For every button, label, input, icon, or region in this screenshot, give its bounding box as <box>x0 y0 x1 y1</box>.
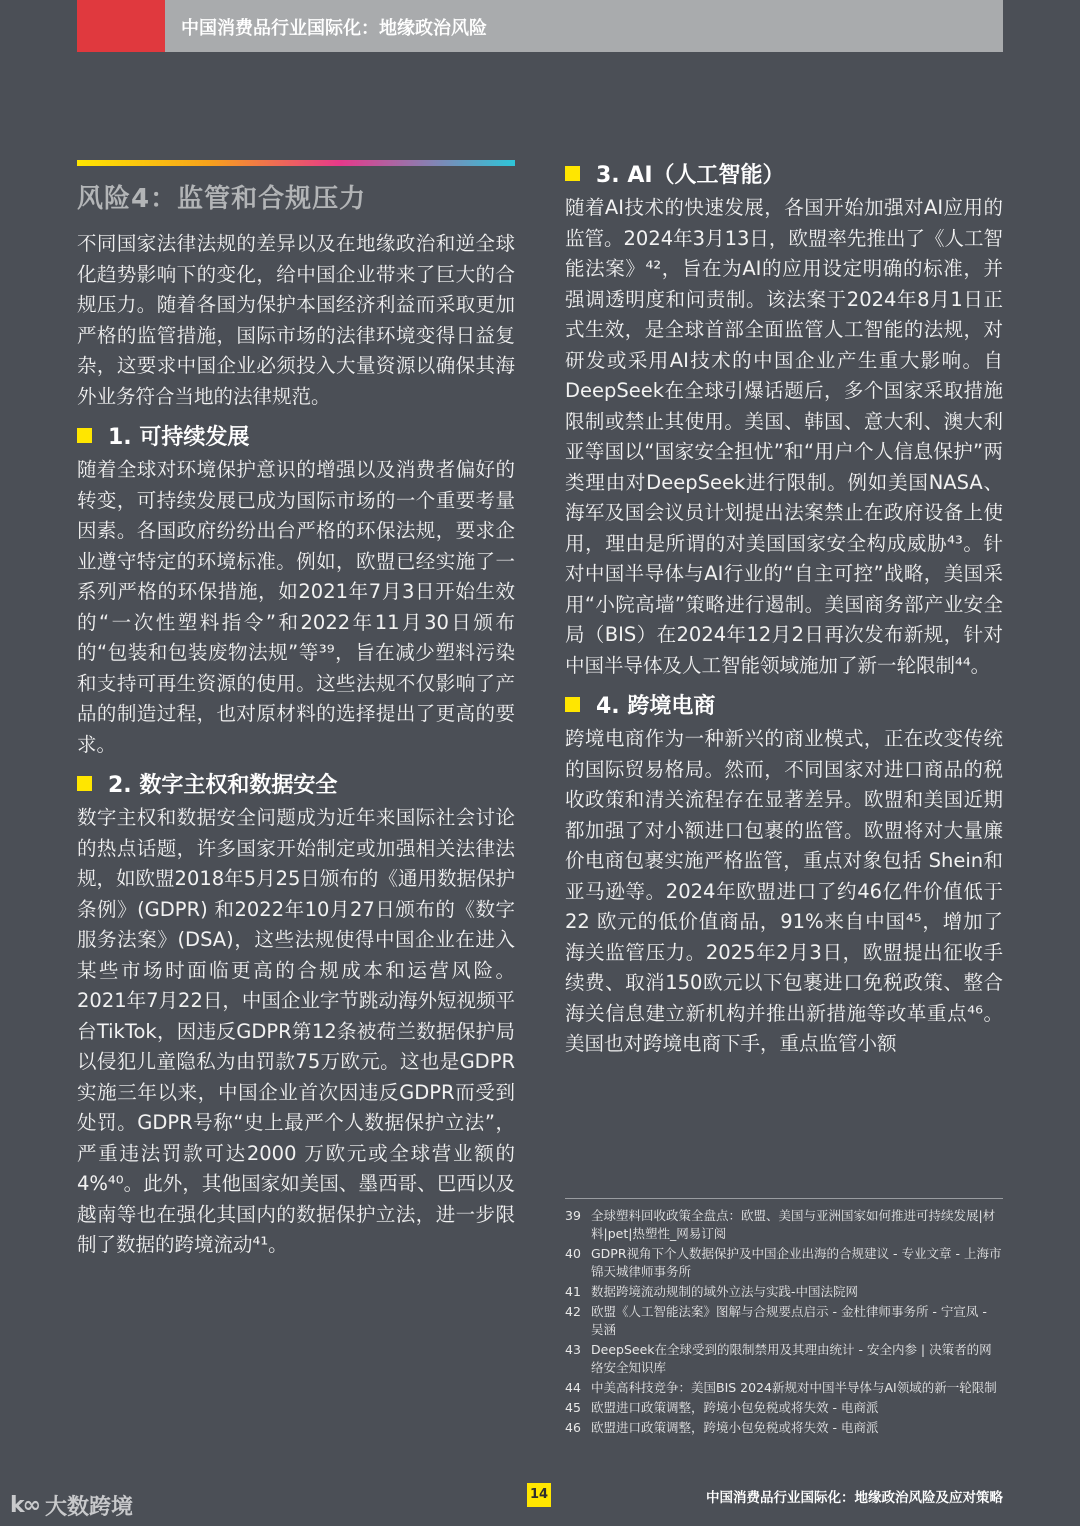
section-heading-cross-border <box>565 689 1003 720</box>
right-column <box>565 158 1003 1060</box>
watermark <box>10 1490 133 1521</box>
bullet-square-icon <box>77 428 92 443</box>
footnote: 45 欧盟进口政策调整，跨境小包免税或将失效 - 电商派 <box>565 1400 879 1415</box>
footnote: 46 欧盟进口政策调整，跨境小包免税或将失效 - 电商派 <box>565 1420 879 1435</box>
bullet-square-icon <box>565 166 580 181</box>
watermark-text: 大数跨境 <box>44 1495 133 1520</box>
data-security-paragraph: 数字主权和数据安全问题成为近年来国际社会讨论的热点话题，许多国家开始制定或加强相关法律法规，如欧盟2018年5月25日颁布的《通用数据保护条例》(GDPR) 和2022年10月27日颁布的《数字服务法案》(DSA)，这些法规使得中国企业在进入某些市场时面临更高的合规成本和运营风险。2021年7月22日，中国企业字节跳动海外短视频平台TikTok，因违反GDPR第12条被荷兰数据保护局以侵犯儿童隐私为由罚款75万欧元。这也是GDPR实施三年以来，中国企业首次因违反GDPR而受到处罚。GDPR号称“史上最严个人数据保护立法”，严重违法罚款可达2000 万欧元或全球营业额的4%⁴⁰。此外，其他国家如美国、墨西哥、巴西以及越南等也在强化其国内的数据保护立法，进一步限制了数据的跨境流动⁴¹。 <box>77 806 515 1256</box>
section-heading-ai <box>565 158 1003 189</box>
ai-paragraph: 随着AI技术的快速发展，各国开始加强对AI应用的监管。2024年3月13日，欧盟率先推出了《人工智能法案》⁴²，旨在为AI的应用设定明确的标准，并强调透明度和问责制。该法案于2024年8月1日正式生效，是全球首部全面监管人工智能的法规，对研发或采用AI技术的中国企业产生重大影响。自DeepSeek在全球引爆话题后，多个国家采取措施限制或禁止其使用。美国、韩国、意大利、澳大利亚等国以“国家安全担忧”和“用户个人信息保护”两类理由对DeepSeek进行限制。例如美国NASA、海军及国会议员计划提出法案禁止在政府设备上使用，理由是所谓的对美国国家安全构成威胁⁴³。针对中国半导体与AI行业的“自主可控”战略，美国采用“小院高墙”策略进行遏制。美国商务部产业安全局（BIS）在2024年12月2日再次发布新规，针对中国半导体及人工智能领域施加了新一轮限制⁴⁴。 <box>565 196 1003 677</box>
bullet-square-icon <box>565 697 580 712</box>
section-title: 2. 数字主权和数据安全 <box>108 773 338 798</box>
footnote: 39 全球塑料回收政策全盘点：欧盟、美国与亚洲国家如何推进可持续发展|材料|pet|热塑性_网易订阅 <box>565 1208 996 1241</box>
page-number: 14 <box>527 1483 551 1507</box>
header-title: 中国消费品行业国际化：地缘政治风险 <box>181 18 487 39</box>
footer-title: 中国消费品行业国际化：地缘政治风险及应对策略 <box>706 1490 1003 1506</box>
left-column <box>77 160 515 1261</box>
footnote: 42 欧盟《人工智能法案》图解与合规要点启示 - 金杜律师事务所 - 宁宣凤 - 吴涵 <box>565 1304 987 1337</box>
footnotes <box>565 1198 1003 1439</box>
cross-border-paragraph: 跨境电商作为一种新兴的商业模式，正在改变传统的国际贸易格局。然而，不同国家对进口商品的税收政策和清关流程存在显著差异。欧盟和美国近期都加强了对小额进口包裹的监管。欧盟将对大量廉价电商包裹实施严格监管，重点对象包括 Shein和亚马逊等。2024年欧盟进口了约46亿件价值低于22 欧元的低价值商品，91%来自中国⁴⁵，增加了海关监管压力。2025年2月3日，欧盟提出征收手续费、取消150欧元以下包裹进口免税政策、整合海关信息建立新机构并推出新措施等改革重点⁴⁶。美国也对跨境电商下手，重点监管小额 <box>565 727 1003 1055</box>
bullet-square-icon <box>77 776 92 791</box>
watermark-logo-icon: k∞ <box>10 1493 39 1518</box>
header-bar <box>77 0 1003 52</box>
footnote: 40 GDPR视角下个人数据保护及中国企业出海的合规建议 - 专业文章 - 上海市锦天城律师事务所 <box>565 1246 1002 1279</box>
gradient-divider <box>77 160 515 166</box>
footnote: 41 数据跨境流动规制的域外立法与实践-中国法院网 <box>565 1284 859 1299</box>
section-heading-sustainability <box>77 420 515 451</box>
footnote: 43 DeepSeek在全球受到的限制禁用及其理由统计 - 安全内参 | 决策者的网络安全知识库 <box>565 1342 992 1375</box>
section-title: 4. 跨境电商 <box>596 694 716 719</box>
risk-title: 风险4：监管和合规压力 <box>77 184 367 214</box>
sustainability-paragraph: 随着全球对环境保护意识的增强以及消费者偏好的转变，可持续发展已成为国际市场的一个重要考量因素。各国政府纷纷出台严格的环保法规，要求企业遵守特定的环境标准。例如，欧盟已经实施了一系列严格的环保措施，如2021年7月3日开始生效的“一次性塑料指令”和2022年11月30日颁布的“包装和包装废物法规”等³⁹，旨在减少塑料污染和支持可再生资源的使用。这些法规不仅影响了产品的制造过程，也对原材料的选择提出了更高的要求。 <box>77 458 515 756</box>
header-accent-block <box>77 0 165 52</box>
section-heading-data-security <box>77 768 515 799</box>
footnote: 44 中美高科技竞争：美国BIS 2024新规对中国半导体与AI领域的新一轮限制 <box>565 1380 997 1395</box>
intro-paragraph: 不同国家法律法规的差异以及在地缘政治和逆全球化趋势影响下的变化，给中国企业带来了巨大的合规压力。随着各国为保护本国经济利益而采取更加严格的监管措施，国际市场的法律环境变得日益复杂，这要求中国企业必须投入大量资源以确保其海外业务符合当地的法律规范。 <box>77 232 515 408</box>
section-title: 1. 可持续发展 <box>108 425 250 450</box>
section-title: 3. AI（人工智能） <box>596 163 785 188</box>
